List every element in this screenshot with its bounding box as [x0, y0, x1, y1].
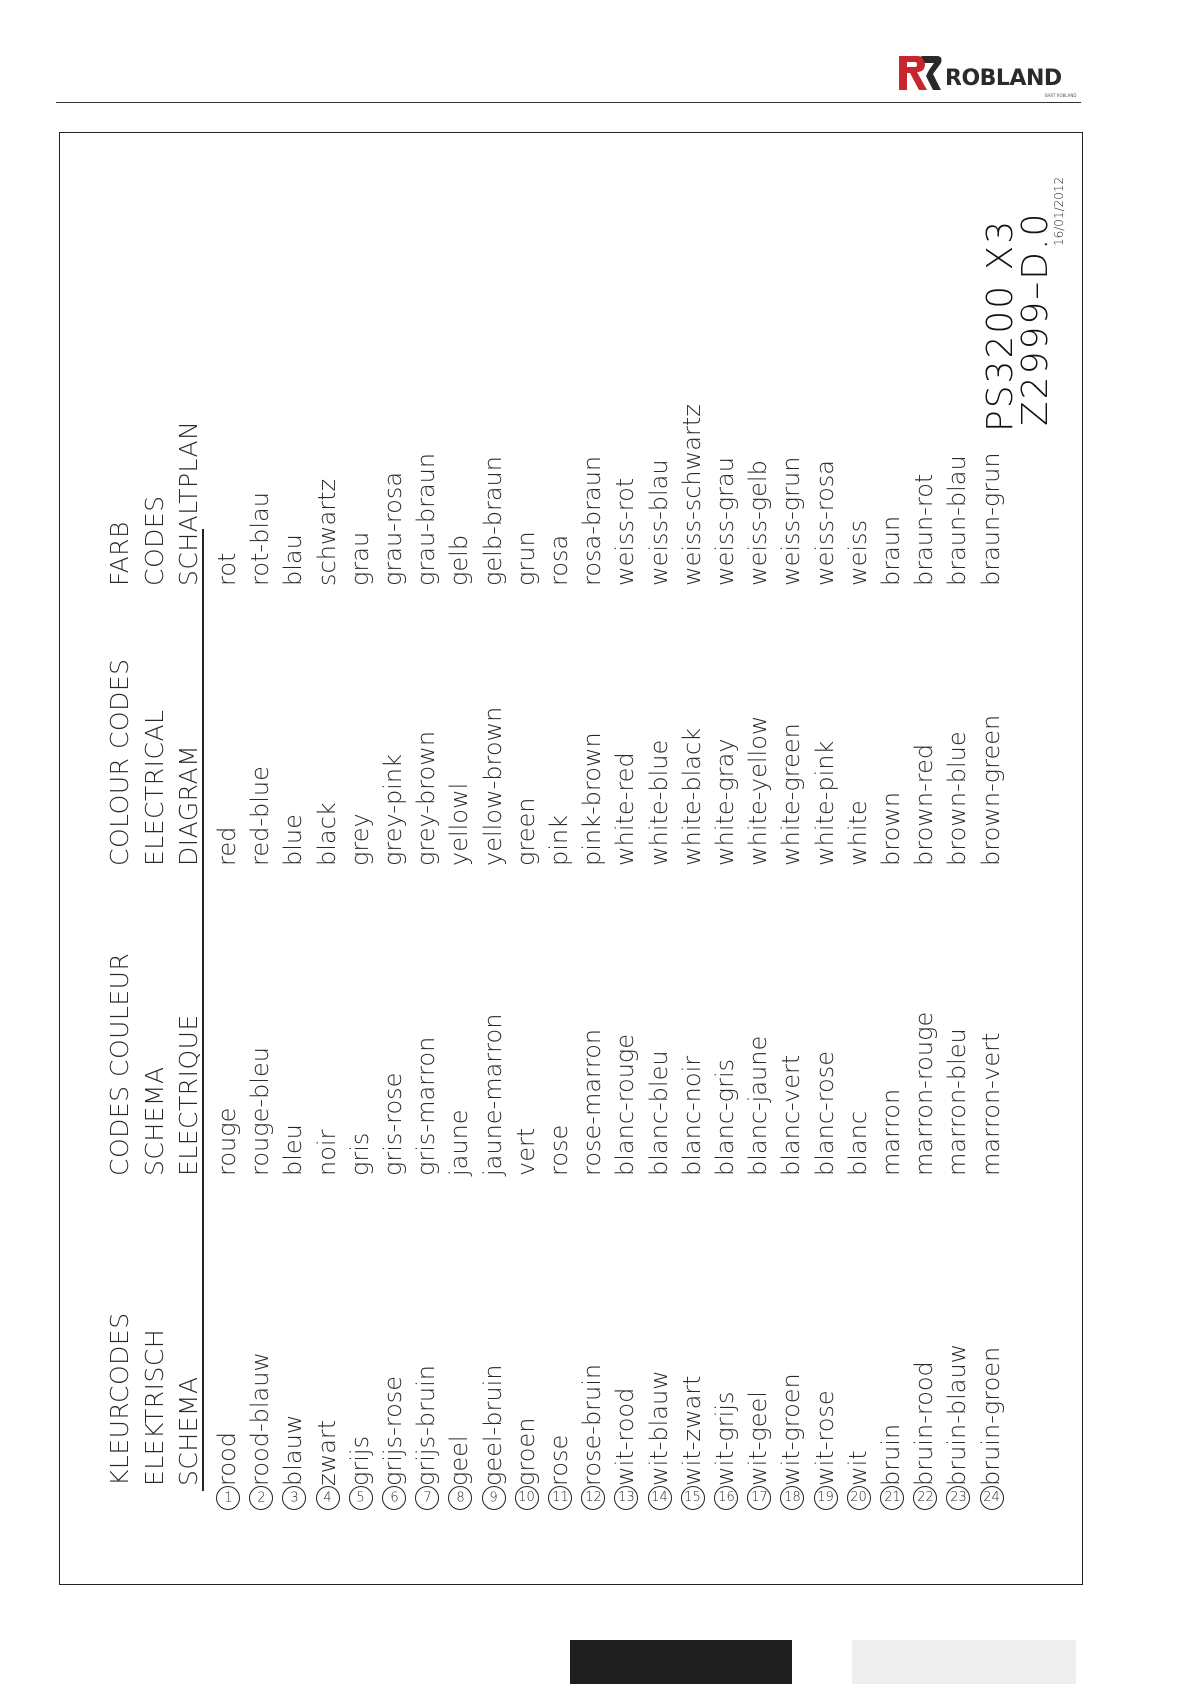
row-number-badge [282, 1486, 306, 1510]
column-header: CODES COULEUR [105, 952, 134, 1176]
table-cell-de: rot [213, 552, 241, 586]
table-cell-nl: zwart [312, 1419, 341, 1486]
table-cell-fr: jaune-marron [478, 1013, 507, 1176]
header-divider [56, 102, 1081, 103]
row-number: 6 [389, 1490, 399, 1506]
table-cell-en: pink-brown [578, 732, 607, 866]
table-cell-de: weiss [843, 519, 872, 586]
column-header: SCHEMA [174, 1376, 203, 1486]
table-cell-en: grey [345, 813, 374, 866]
table-cell-fr: gris [345, 1132, 374, 1176]
table-cell-nl: wit-grijs [711, 1391, 739, 1486]
table-cell-de: gelb [445, 534, 474, 586]
rotated-sheet [60, 133, 1084, 1586]
table-cell-en: red-blue [246, 766, 275, 866]
table-cell-nl: wit-rood [611, 1387, 640, 1486]
table-cell-fr: rose-marron [578, 1028, 607, 1176]
table-cell-de: weiss-rosa [810, 460, 839, 586]
row-number-badge [382, 1486, 406, 1510]
table-cell-de: grau [345, 531, 374, 586]
table-cell-de: schwartz [312, 478, 341, 586]
table-cell-de: weiss-grau [711, 457, 739, 586]
table-cell-en: yellow-brown [478, 706, 507, 866]
drawing-frame [59, 132, 1083, 1585]
table-cell-fr: blanc-jaune [744, 1035, 773, 1176]
table-cell-de: braun-blau [943, 455, 972, 586]
table-cell-de: weiss-blau [644, 459, 673, 586]
row-number: 14 [651, 1490, 668, 1506]
row-number-badge [681, 1486, 705, 1510]
table-cell-en: brown [877, 791, 905, 866]
row-number-badge [448, 1486, 472, 1510]
row-number: 10 [518, 1490, 536, 1506]
table-cell-de: grau-braun [412, 452, 441, 586]
table-cell-de: braun-rot [910, 473, 939, 586]
row-number: 1 [223, 1490, 233, 1506]
column-header: CODES [140, 495, 169, 586]
table-cell-de: gelb-braun [478, 456, 507, 586]
row-number-badge [714, 1486, 738, 1510]
table-cell-nl: geel-bruin [478, 1364, 507, 1486]
table-cell-nl: wit [843, 1450, 872, 1486]
table-cell-en: grey-pink [379, 754, 407, 866]
row-number-badge [780, 1486, 804, 1510]
brand-name: ROBLAND [945, 66, 1062, 91]
table-cell-en: green [511, 797, 540, 866]
table-cell-de: weiss-grun [777, 456, 806, 586]
table-cell-nl: rood-blauw [246, 1351, 275, 1486]
row-number: 21 [883, 1490, 901, 1506]
table-cell-fr: marron-vert [976, 1032, 1005, 1176]
table-cell-en: blue [279, 814, 308, 866]
row-number: 7 [423, 1490, 432, 1506]
table-cell-nl: bruin-rood [910, 1361, 939, 1486]
row-number: 9 [489, 1490, 498, 1506]
table-cell-fr: rose [545, 1124, 573, 1176]
row-number: 3 [290, 1490, 299, 1506]
table-cell-fr: gris-rose [379, 1072, 407, 1176]
table-cell-fr: blanc [843, 1110, 872, 1176]
column-header: SCHEMA [140, 1066, 169, 1176]
row-number-badge [814, 1486, 838, 1510]
table-cell-en: pink [545, 814, 573, 866]
table-cell-en: white [843, 800, 872, 866]
table-cell-en: white-gray [711, 738, 739, 866]
row-number-badge [747, 1486, 771, 1510]
table-rule [202, 529, 204, 1491]
row-number-badge [216, 1486, 240, 1510]
table-cell-nl: grijs-rose [379, 1375, 407, 1486]
table-cell-de: rosa-braun [578, 455, 607, 586]
row-number: 23 [950, 1490, 967, 1506]
table-cell-nl: grijs-bruin [412, 1365, 441, 1486]
table-cell-nl: bruin-groen [976, 1346, 1005, 1486]
row-number-badge [880, 1486, 904, 1510]
table-cell-fr: marron [877, 1088, 905, 1176]
table-cell-fr: marron-rouge [910, 1011, 939, 1176]
table-cell-en: brown-green [976, 714, 1005, 866]
table-cell-nl: wit-zwart [677, 1375, 706, 1486]
row-number: 8 [456, 1490, 465, 1506]
row-number: 13 [618, 1490, 635, 1506]
row-number: 5 [356, 1490, 365, 1506]
table-cell-fr: rouge [213, 1107, 241, 1176]
column-header: COLOUR CODES [105, 658, 134, 866]
table-cell-en: brown-red [910, 743, 939, 866]
table-cell-de: grun [511, 531, 540, 586]
row-number: 22 [916, 1490, 934, 1506]
table-cell-en: grey-brown [412, 730, 441, 866]
table-cell-fr: blanc-gris [711, 1058, 739, 1176]
row-number: 24 [983, 1490, 1000, 1506]
table-cell-nl: geel [445, 1435, 474, 1486]
table-cell-fr: marron-bleu [943, 1028, 972, 1176]
brand-subtitle: BART ROBLAND [1045, 93, 1077, 98]
table-cell-fr: blanc-rose [810, 1051, 839, 1176]
row-number-badge [548, 1486, 572, 1510]
table-cell-en: black [312, 802, 341, 866]
row-number-badge [349, 1486, 373, 1510]
table-cell-en: white-blue [644, 739, 673, 866]
table-cell-en: white-black [677, 727, 706, 866]
row-number-badge [913, 1486, 937, 1510]
table-cell-fr: jaune [445, 1109, 474, 1176]
table-cell-en: yellowl [445, 782, 474, 866]
drawing-date: 16/01/2012 [1052, 176, 1066, 246]
footer-dark-bar [570, 1640, 792, 1684]
row-number-badge [249, 1486, 273, 1510]
row-number-badge [980, 1486, 1004, 1510]
table-cell-de: grau-rosa [379, 471, 407, 586]
table-cell-fr: noir [312, 1129, 341, 1176]
column-header: SCHALTPLAN [174, 420, 203, 586]
table-cell-de: braun-grun [976, 452, 1005, 586]
column-header: ELEKTRISCH [140, 1328, 169, 1486]
table-cell-nl: blauw [279, 1414, 308, 1486]
table-cell-fr: blanc-vert [777, 1054, 806, 1176]
table-cell-nl: wit-groen [777, 1373, 806, 1486]
table-cell-fr: rouge-bleu [246, 1047, 275, 1176]
row-number-badge [648, 1486, 672, 1510]
row-number: 16 [717, 1490, 735, 1506]
table-cell-nl: groen [511, 1417, 540, 1486]
row-number: 15 [684, 1490, 702, 1506]
row-number-badge [946, 1486, 970, 1510]
table-cell-de: weiss-rot [611, 477, 640, 586]
column-header: DIAGRAM [174, 744, 203, 866]
row-number-badge [847, 1486, 871, 1510]
model-number: PS3200 X3 [980, 218, 1021, 432]
table-cell-nl: wit-rose [810, 1390, 839, 1486]
table-cell-de: braun [877, 515, 905, 586]
column-header: ELECTRIQUE [174, 1014, 203, 1176]
table-cell-nl: rose-bruin [578, 1363, 607, 1486]
drawing-number: Z2999–D.0 [1015, 211, 1056, 426]
row-number: 2 [257, 1490, 266, 1506]
table-cell-de: blau [279, 534, 308, 586]
table-cell-de: weiss-schwartz [677, 404, 706, 586]
row-number: 4 [323, 1490, 332, 1506]
row-number: 12 [584, 1490, 602, 1506]
column-header: FARB [105, 521, 134, 586]
table-cell-fr: blanc-noir [677, 1055, 706, 1176]
table-cell-nl: bruin-blauw [943, 1343, 972, 1486]
row-number: 17 [750, 1490, 768, 1506]
table-cell-fr: gris-marron [412, 1036, 441, 1176]
row-number: 11 [551, 1490, 569, 1506]
table-cell-nl: grijs [345, 1435, 374, 1486]
row-number-badge [482, 1486, 506, 1510]
table-cell-nl: rood [213, 1432, 241, 1486]
column-header: KLEURCODES [105, 1312, 134, 1486]
footer-light-bar [852, 1640, 1076, 1684]
table-cell-fr: bleu [279, 1124, 308, 1176]
robland-logo [895, 52, 1085, 100]
table-cell-de: rosa [545, 534, 573, 586]
row-number-badge [415, 1486, 439, 1510]
table-cell-nl: wit-geel [744, 1391, 773, 1486]
table-cell-en: white-pink [810, 740, 839, 866]
row-number-badge [316, 1486, 340, 1510]
row-number: 19 [817, 1490, 834, 1506]
table-cell-de: weiss-gelb [744, 460, 773, 586]
row-number-badge [581, 1486, 605, 1510]
row-number-badge [614, 1486, 638, 1510]
column-header: ELECTRICAL [140, 709, 169, 866]
row-number-badge [515, 1486, 539, 1510]
table-cell-fr: blanc-rouge [611, 1033, 640, 1176]
table-cell-en: white-red [611, 752, 640, 866]
robland-rr-mark-icon [895, 52, 943, 94]
row-number: 18 [784, 1490, 801, 1506]
table-cell-nl: rose [545, 1434, 573, 1486]
table-cell-en: white-green [777, 723, 806, 866]
table-cell-fr: blanc-bleu [644, 1050, 673, 1176]
row-number: 20 [850, 1490, 868, 1506]
table-cell-en: white-yellow [744, 715, 773, 866]
table-cell-en: brown-blue [943, 731, 972, 866]
table-cell-nl: bruin [877, 1423, 905, 1486]
table-cell-nl: wit-blauw [644, 1370, 673, 1486]
table-cell-fr: vert [511, 1127, 540, 1176]
table-cell-en: red [213, 826, 241, 866]
table-cell-de: rot-blau [246, 492, 275, 586]
